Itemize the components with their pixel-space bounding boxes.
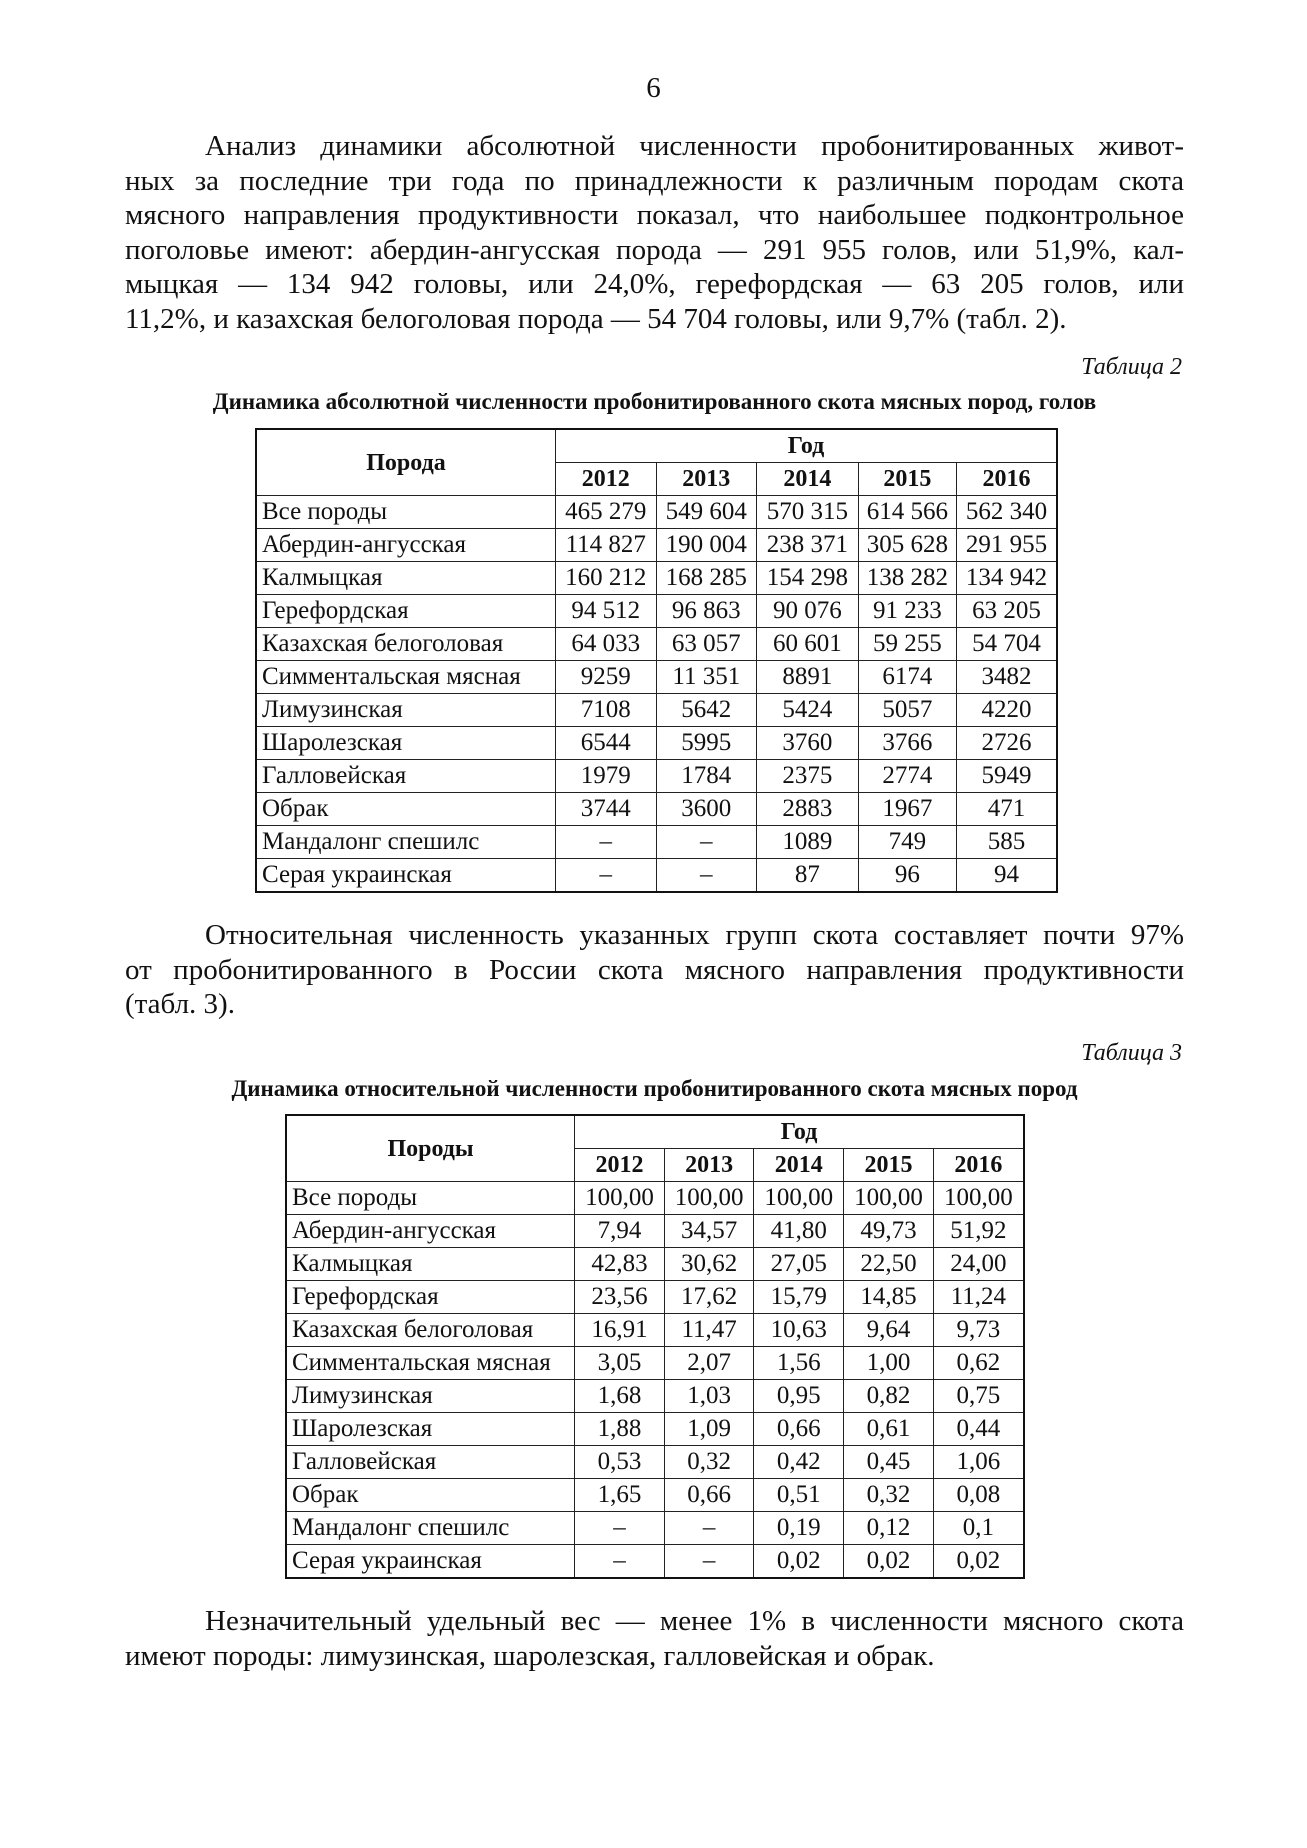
paragraph-line: 11,2%, и казахская белоголовая порода — 54 704 головы, или 9,7% (табл. 2).	[125, 302, 1067, 335]
paragraph-line: (табл. 3).	[125, 988, 235, 1021]
value-cell: 3766	[858, 727, 956, 760]
paragraph-line: имеют породы: лимузинская, шаролезская, галловейская и обрак.	[125, 1639, 935, 1672]
breed-name-cell: Мандалонг спешилс	[286, 1512, 575, 1545]
value-cell: 2726	[956, 727, 1057, 760]
table-absolute	[255, 428, 1058, 893]
page-number: 6	[646, 72, 661, 104]
value-cell: 23,56	[575, 1281, 665, 1314]
value-cell: 96	[858, 859, 956, 893]
table-row	[286, 1314, 1024, 1347]
value-cell: 3744	[556, 793, 657, 826]
value-cell: 22,50	[844, 1248, 934, 1281]
table3-title: Динамика относительной численности пробонитированного скота мясных пород	[231, 1076, 1078, 1101]
value-cell: 2774	[858, 760, 956, 793]
value-cell: 5995	[656, 727, 757, 760]
value-cell: 9,73	[933, 1314, 1024, 1347]
breed-name-cell: Герефордская	[286, 1281, 575, 1314]
value-cell: 0,19	[754, 1512, 844, 1545]
value-cell: 27,05	[754, 1248, 844, 1281]
value-cell: 160 212	[556, 562, 657, 595]
table-row	[256, 496, 1057, 529]
value-cell: 1,00	[844, 1347, 934, 1380]
breed-name-cell: Шаролезская	[256, 727, 556, 760]
table-row	[286, 1248, 1024, 1281]
table2-caption: Таблица 2	[1081, 354, 1182, 380]
value-cell: 59 255	[858, 628, 956, 661]
column-header-breed: Породы	[286, 1115, 575, 1182]
value-cell: 0,32	[664, 1446, 754, 1479]
value-cell: 1089	[757, 826, 859, 859]
value-cell: 30,62	[664, 1248, 754, 1281]
breed-name-cell: Мандалонг спешилс	[256, 826, 556, 859]
breed-name-cell: Шаролезская	[286, 1413, 575, 1446]
table-row	[256, 727, 1057, 760]
value-cell: 1979	[556, 760, 657, 793]
value-cell: 8891	[757, 661, 859, 694]
breed-name-cell: Абердин-ангусская	[256, 529, 556, 562]
value-cell: 1,03	[664, 1380, 754, 1413]
value-cell: 34,57	[664, 1215, 754, 1248]
value-cell: 0,62	[933, 1347, 1024, 1380]
value-cell: 0,44	[933, 1413, 1024, 1446]
breed-name-cell: Все породы	[256, 496, 556, 529]
value-cell: 0,66	[754, 1413, 844, 1446]
breed-name-cell: Симментальская мясная	[286, 1347, 575, 1380]
value-cell: –	[656, 859, 757, 893]
value-cell: 42,83	[575, 1248, 665, 1281]
value-cell: 4220	[956, 694, 1057, 727]
paragraph-line: ных за последние три года по принадлежности к различным породам скота	[125, 164, 1184, 197]
value-cell: 114 827	[556, 529, 657, 562]
table-body	[286, 1182, 1024, 1579]
value-cell: 87	[757, 859, 859, 893]
value-cell: 749	[858, 826, 956, 859]
table-row	[286, 1182, 1024, 1215]
table-row	[256, 859, 1057, 893]
year-header: 2014	[754, 1149, 844, 1182]
table3-caption: Таблица 3	[1081, 1040, 1182, 1066]
value-cell: –	[556, 826, 657, 859]
value-cell: 54 704	[956, 628, 1057, 661]
table-row	[286, 1512, 1024, 1545]
value-cell: 2883	[757, 793, 859, 826]
value-cell: 549 604	[656, 496, 757, 529]
value-cell: 9,64	[844, 1314, 934, 1347]
value-cell: 190 004	[656, 529, 757, 562]
value-cell: 94 512	[556, 595, 657, 628]
breed-name-cell: Все породы	[286, 1182, 575, 1215]
value-cell: 3600	[656, 793, 757, 826]
value-cell: 7,94	[575, 1215, 665, 1248]
value-cell: 49,73	[844, 1215, 934, 1248]
value-cell: 100,00	[664, 1182, 754, 1215]
value-cell: 585	[956, 826, 1057, 859]
year-header: 2012	[575, 1149, 665, 1182]
value-cell: 238 371	[757, 529, 859, 562]
value-cell: 16,91	[575, 1314, 665, 1347]
value-cell: 24,00	[933, 1248, 1024, 1281]
value-cell: 1967	[858, 793, 956, 826]
table-row	[256, 661, 1057, 694]
value-cell: 11,47	[664, 1314, 754, 1347]
value-cell: 154 298	[757, 562, 859, 595]
value-cell: 14,85	[844, 1281, 934, 1314]
value-cell: 465 279	[556, 496, 657, 529]
value-cell: 570 315	[757, 496, 859, 529]
value-cell: 0,95	[754, 1380, 844, 1413]
value-cell: –	[664, 1512, 754, 1545]
value-cell: 100,00	[575, 1182, 665, 1215]
value-cell: 0,53	[575, 1446, 665, 1479]
value-cell: 11,24	[933, 1281, 1024, 1314]
value-cell: 3760	[757, 727, 859, 760]
paragraph-relative	[125, 918, 1184, 1022]
value-cell: 90 076	[757, 595, 859, 628]
value-cell: –	[556, 859, 657, 893]
breed-name-cell: Абердин-ангусская	[286, 1215, 575, 1248]
breed-name-cell: Казахская белоголовая	[256, 628, 556, 661]
value-cell: 3482	[956, 661, 1057, 694]
value-cell: 562 340	[956, 496, 1057, 529]
paragraph-line: поголовье имеют: абердин-ангусская порода — 291 955 голов, или 51,9%, кал-	[125, 233, 1184, 266]
value-cell: 5642	[656, 694, 757, 727]
table-row	[256, 529, 1057, 562]
value-cell: 10,63	[754, 1314, 844, 1347]
year-header: 2016	[933, 1149, 1024, 1182]
value-cell: 100,00	[933, 1182, 1024, 1215]
table-body	[256, 496, 1057, 893]
value-cell: 1,06	[933, 1446, 1024, 1479]
value-cell: 96 863	[656, 595, 757, 628]
value-cell: 0,02	[844, 1545, 934, 1579]
paragraph-line: Анализ динамики абсолютной численности пробонитированных живот-	[205, 130, 1184, 162]
breed-name-cell: Калмыцкая	[286, 1248, 575, 1281]
value-cell: 64 033	[556, 628, 657, 661]
value-cell: 1,56	[754, 1347, 844, 1380]
value-cell: 291 955	[956, 529, 1057, 562]
table-row	[256, 562, 1057, 595]
value-cell: –	[575, 1545, 665, 1579]
value-cell: 9259	[556, 661, 657, 694]
paragraph-line: мясного направления продуктивности показал, что наибольшее подконтрольное	[125, 199, 1184, 232]
value-cell: 1,68	[575, 1380, 665, 1413]
year-header: 2015	[858, 463, 956, 496]
breed-name-cell: Обрак	[256, 793, 556, 826]
value-cell: 100,00	[754, 1182, 844, 1215]
breed-name-cell: Обрак	[286, 1479, 575, 1512]
value-cell: 63 205	[956, 595, 1057, 628]
breed-name-cell: Галловейская	[256, 760, 556, 793]
value-cell: 1,88	[575, 1413, 665, 1446]
value-cell: 0,42	[754, 1446, 844, 1479]
year-header: 2016	[956, 463, 1057, 496]
paragraph-line: от пробонитированного в России скота мясного направления продуктивности	[125, 953, 1184, 986]
table2-title: Динамика абсолютной численности пробонитированного скота мясных пород, голов	[212, 389, 1097, 414]
year-header: 2012	[556, 463, 657, 496]
column-header-year: Год	[575, 1115, 1024, 1149]
value-cell: 2375	[757, 760, 859, 793]
breed-name-cell: Казахская белоголовая	[286, 1314, 575, 1347]
value-cell: 7108	[556, 694, 657, 727]
table-row	[256, 595, 1057, 628]
value-cell: 471	[956, 793, 1057, 826]
value-cell: 6174	[858, 661, 956, 694]
table-row	[286, 1215, 1024, 1248]
value-cell: 305 628	[858, 529, 956, 562]
value-cell: 94	[956, 859, 1057, 893]
table-row	[256, 760, 1057, 793]
value-cell: 614 566	[858, 496, 956, 529]
year-header: 2013	[664, 1149, 754, 1182]
table-row	[286, 1413, 1024, 1446]
value-cell: 5057	[858, 694, 956, 727]
value-cell: 0,02	[933, 1545, 1024, 1579]
table-row	[286, 1479, 1024, 1512]
value-cell: 0,1	[933, 1512, 1024, 1545]
breed-name-cell: Галловейская	[286, 1446, 575, 1479]
value-cell: 1784	[656, 760, 757, 793]
value-cell: –	[656, 826, 757, 859]
value-cell: 0,02	[754, 1545, 844, 1579]
value-cell: 1,65	[575, 1479, 665, 1512]
table-row	[286, 1446, 1024, 1479]
paragraph-line: Относительная численность указанных групп скота составляет почти 97%	[205, 919, 1184, 951]
table-row	[256, 628, 1057, 661]
value-cell: 0,08	[933, 1479, 1024, 1512]
table-row	[286, 1545, 1024, 1579]
table-row	[256, 694, 1057, 727]
value-cell: 0,75	[933, 1380, 1024, 1413]
value-cell: 0,82	[844, 1380, 934, 1413]
value-cell: 1,09	[664, 1413, 754, 1446]
table-row	[286, 1347, 1024, 1380]
paragraph-line: Незначительный удельный вес — менее 1% в численности мясного скота	[205, 1605, 1184, 1637]
paragraph-intro	[125, 129, 1184, 337]
year-header: 2015	[844, 1149, 934, 1182]
value-cell: 91 233	[858, 595, 956, 628]
value-cell: 15,79	[754, 1281, 844, 1314]
value-cell: 2,07	[664, 1347, 754, 1380]
column-header-breed: Порода	[256, 429, 556, 496]
value-cell: 0,61	[844, 1413, 934, 1446]
value-cell: 6544	[556, 727, 657, 760]
value-cell: 11 351	[656, 661, 757, 694]
table-relative	[285, 1114, 1025, 1579]
value-cell: 3,05	[575, 1347, 665, 1380]
value-cell: 134 942	[956, 562, 1057, 595]
breed-name-cell: Лимузинская	[286, 1380, 575, 1413]
value-cell: 138 282	[858, 562, 956, 595]
value-cell: 60 601	[757, 628, 859, 661]
column-header-year: Год	[556, 429, 1057, 463]
breed-name-cell: Симментальская мясная	[256, 661, 556, 694]
paragraph-conclusion	[125, 1604, 1184, 1673]
value-cell: 100,00	[844, 1182, 934, 1215]
year-header: 2014	[757, 463, 859, 496]
value-cell: –	[664, 1545, 754, 1579]
table-row	[256, 793, 1057, 826]
breed-name-cell: Серая украинская	[256, 859, 556, 893]
breed-name-cell: Серая украинская	[286, 1545, 575, 1579]
value-cell: 51,92	[933, 1215, 1024, 1248]
table-row	[286, 1380, 1024, 1413]
value-cell: 41,80	[754, 1215, 844, 1248]
value-cell: –	[575, 1512, 665, 1545]
value-cell: 5424	[757, 694, 859, 727]
table-row	[286, 1281, 1024, 1314]
value-cell: 0,12	[844, 1512, 934, 1545]
value-cell: 17,62	[664, 1281, 754, 1314]
value-cell: 63 057	[656, 628, 757, 661]
value-cell: 0,45	[844, 1446, 934, 1479]
breed-name-cell: Лимузинская	[256, 694, 556, 727]
value-cell: 5949	[956, 760, 1057, 793]
value-cell: 0,66	[664, 1479, 754, 1512]
year-header: 2013	[656, 463, 757, 496]
breed-name-cell: Калмыцкая	[256, 562, 556, 595]
paragraph-line: мыцкая — 134 942 головы, или 24,0%, герефордская — 63 205 голов, или	[125, 268, 1184, 301]
value-cell: 0,51	[754, 1479, 844, 1512]
value-cell: 168 285	[656, 562, 757, 595]
breed-name-cell: Герефордская	[256, 595, 556, 628]
table-row	[256, 826, 1057, 859]
value-cell: 0,32	[844, 1479, 934, 1512]
